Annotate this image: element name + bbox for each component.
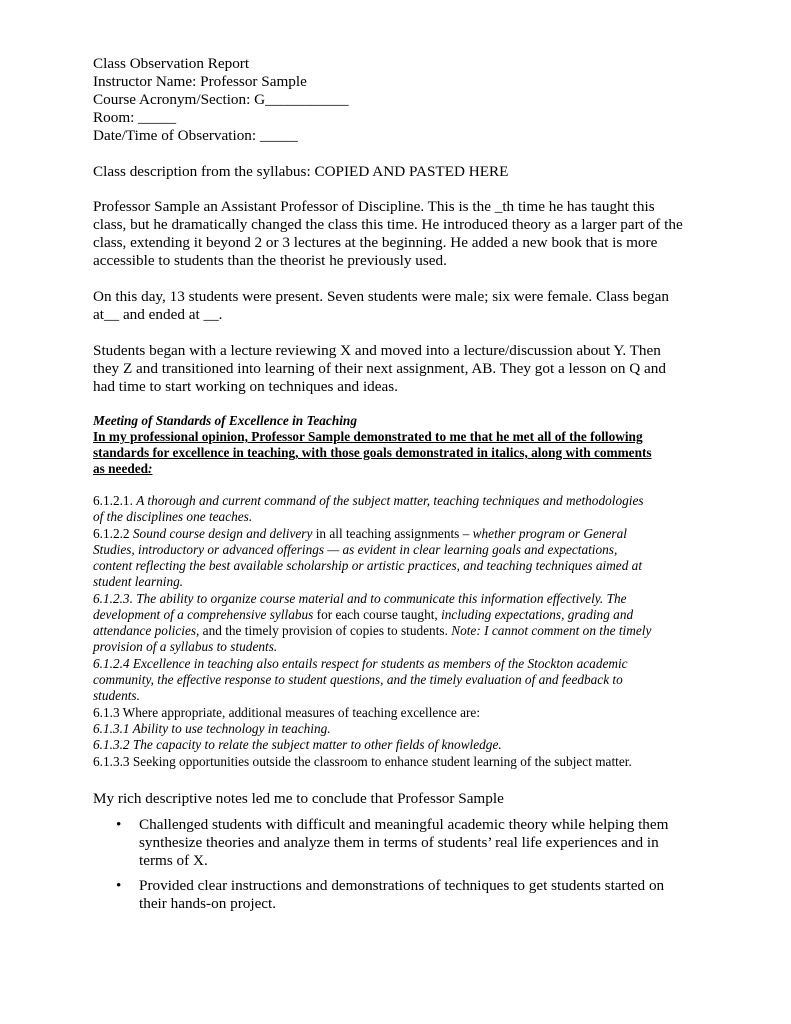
standard-text: Sound course design and delivery (132, 526, 313, 541)
conclusion-text: My rich descriptive notes led me to conclude that Professor Sample (93, 790, 504, 807)
standard-text: for each course taught, (313, 607, 442, 622)
standard-6-1-2-4: 6.1.2.4 Excellence in teaching also entails respect for students as members of the Stockton academic (93, 656, 628, 671)
bullet-icon: • (116, 877, 122, 894)
standard-number: 6.1.2.1. (93, 493, 137, 508)
standard-text: whether program or General (472, 526, 627, 541)
standards-heading: Meeting of Standards of Excellence in Teaching (93, 413, 357, 428)
standard-6-1-2-1-cont: of the disciplines one teaches. (93, 509, 253, 524)
para3-line: Students began with a lecture reviewing X and moved into a lecture/discussion about Y. Then (93, 342, 661, 359)
standard-6-1-2-3-cont (93, 623, 651, 638)
standard-6-1-2-4-cont: community, the effective response to student questions, and the timely evaluation of and feedback to (93, 672, 623, 687)
bullet-line: terms of X. (139, 852, 208, 869)
standards-intro-line (93, 461, 152, 476)
para1-line: class, extending it beyond 2 or 3 lectures at the beginning. He added a new book that is more (93, 234, 658, 251)
standard-text: and the timely provision of copies to students. (199, 623, 452, 638)
standard-6-1-2-4-cont: students. (93, 688, 140, 703)
standards-intro-line: standards for excellence in teaching, with those goals demonstrated in italics, along with comments (93, 445, 652, 460)
bullet-line: synthesize theories and analyze them in terms of students’ real life experiences and in (139, 834, 659, 851)
room: Room: _____ (93, 109, 177, 126)
report-title: Class Observation Report (93, 55, 250, 72)
standard-6-1-3-2: 6.1.3.2 The capacity to relate the subject matter to other fields of knowledge. (93, 737, 502, 752)
para3-line: had time to start working on techniques and ideas. (93, 378, 398, 395)
standard-6-1-3-3: 6.1.3.3 Seeking opportunities outside the classroom to enhance student learning of the subject matter. (93, 754, 632, 769)
standard-6-1-3: 6.1.3 Where appropriate, additional measures of teaching excellence are: (93, 705, 481, 720)
bullet-line: their hands-on project. (139, 895, 277, 912)
bullet-line: Provided clear instructions and demonstrations of techniques to get students started on (139, 877, 665, 894)
standard-6-1-2-2-cont: content reflecting the best available scholarship or artistic practices, and teaching techniques aimed at (93, 558, 643, 573)
standard-6-1-2-2-cont: Studies, introductory or advanced offerings — as evident in clear learning goals and expectations, (93, 542, 618, 557)
course-section: Course Acronym/Section: G___________ (93, 91, 349, 108)
instructor-name: Instructor Name: Professor Sample (93, 73, 307, 90)
standard-text: in all teaching assignments – (312, 526, 473, 541)
intro-colon: : (148, 461, 153, 476)
standard-6-1-2-3-cont (93, 607, 633, 622)
standard-6-1-2-3: 6.1.2.3. The ability to organize course material and to communicate this information effectively. The (93, 591, 627, 606)
para3-line: they Z and transitioned into learning of their next assignment, AB. They got a lesson on Q and (93, 360, 666, 377)
para1-line: class, but he dramatically changed the class this time. He introduced theory as a larger part of the (93, 216, 683, 233)
standard-6-1-2-1 (93, 493, 644, 508)
standard-number: 6.1.2.2 (93, 526, 133, 541)
para1-line: accessible to students than the theorist he previously used. (93, 252, 447, 269)
bullet-icon: • (116, 816, 122, 833)
standard-6-1-2-2-cont: student learning. (93, 574, 184, 589)
observation-datetime: Date/Time of Observation: _____ (93, 127, 298, 144)
class-description: Class description from the syllabus: COPIED AND PASTED HERE (93, 163, 509, 180)
standard-text: attendance policies, (93, 623, 200, 638)
para1-line: Professor Sample an Assistant Professor of Discipline. This is the _th time he has taught this (93, 198, 655, 215)
para2-line: at__ and ended at __. (93, 306, 223, 323)
standard-6-1-2-2 (93, 526, 627, 541)
standard-text: A thorough and current command of the subject matter, teaching techniques and methodologies (136, 493, 644, 508)
para2-line: On this day, 13 students were present. Seven students were male; six were female. Class began (93, 288, 669, 305)
standards-intro-line: In my professional opinion, Professor Sample demonstrated to me that he met all of the following (93, 429, 643, 444)
bullet-line: Challenged students with difficult and meaningful academic theory while helping them (139, 816, 669, 833)
standard-text: development of a comprehensive syllabus (93, 607, 314, 622)
standard-text: including expectations, grading and (441, 607, 634, 622)
standard-6-1-2-3-cont: provision of a syllabus to students. (93, 639, 278, 654)
intro-last-text: as needed (93, 461, 149, 476)
standard-6-1-3-1: 6.1.3.1 Ability to use technology in teaching. (93, 721, 331, 736)
standard-text: Note: I cannot comment on the timely (451, 623, 652, 638)
